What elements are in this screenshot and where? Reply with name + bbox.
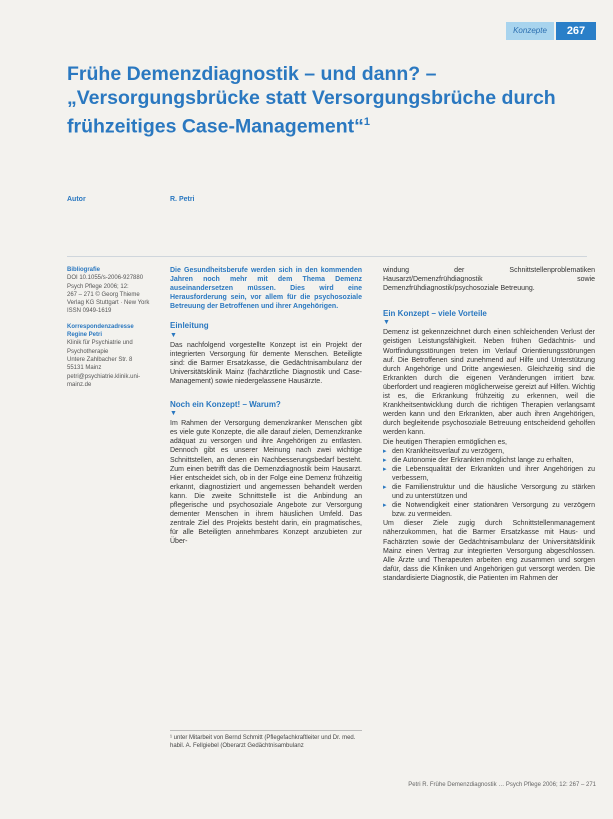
page-footer: Petri R. Frühe Demenzdiagnostik … Psych Pflege 2006; 12: 267 – 271 <box>408 782 596 788</box>
column-2 <box>383 266 595 583</box>
title-line-1: Frühe Demenzdiagnostik – und dann? – <box>67 63 437 85</box>
paragraph: Um dieser Ziele zugig durch Schnittstellenmanagement näherzukommen, hat die Barmer Ersatzkasse mit Haus- und Fachärzten sowie der Gedächtnisambulanz der Universitätsklinik Mainz einen Vertrag zur integrierten Versorgung abgeschlossen. Alle Ärzte und Therapeuten arbeiten eng zusammen und sorgen dafür, dass die Kliniken und Angehörigen gut versorgt werden. Die standardisierte Diagnostik, die Patienten im Rahmen der <box>383 520 595 582</box>
email-link-cont[interactable]: mainz.de <box>67 381 92 388</box>
section-heading-konzept: Ein Konzept – viele Vorteile <box>383 309 487 319</box>
footnote: ¹ unter Mitarbeit von Bernd Schmitt (Pflegefachkraftleiter und Dr. med. habil. A. Fellgiebel (Oberarzt Gedächtnisambulanz <box>170 730 362 750</box>
bib-line: DOI 10.1055/s-2006-927880 <box>67 275 144 282</box>
list-item: ▸ die Autonomie der Erkrankten möglichst lange zu erhalten, <box>383 456 595 465</box>
title-footnote-mark: 1 <box>363 116 371 128</box>
corr-line: Untere Zahlbacher Str. 8 <box>67 356 133 363</box>
list-item: ▸ die Notwendigkeit einer stationären Versorgung zu verzögern bzw. zu vermeiden. <box>383 501 595 519</box>
meta-sidebar <box>67 266 162 396</box>
triangle-down-icon: ▼ <box>170 410 177 418</box>
correspondence-name: Regine Petri <box>67 332 103 339</box>
divider <box>67 256 587 257</box>
paragraph: Das nachfolgend vorgestellte Konzept ist ein Projekt der integrierten Versorgung für demente Menschen. Beteiligte sind: die Barmer Ersatzkasse, die Gedächtnisambulanz der Universitätsklinik Mainz (fachärztliche Diagnostik und Case-Management) sowie niedergelassene Hausärzte. <box>170 341 362 385</box>
title-line-3: frühzeitiges Case-Management“ <box>67 115 364 138</box>
bullet-list <box>383 447 595 520</box>
correspondence-heading: Korrespondenzadresse <box>67 323 134 330</box>
paragraph: windung der Schnittstellenproblematiken Hausarzt/Demenzfrühdiagnostik sowie Demenzfrühdiagnostik/psychosoziale Betreuung. <box>383 267 595 293</box>
section-heading-warum: Noch ein Konzept! – Warum? <box>170 400 281 410</box>
article-title <box>67 62 587 139</box>
corr-line: Klinik für Psychiatrie und <box>67 340 133 347</box>
email-link[interactable]: petri@psychiatrie.klinik.uni- <box>67 373 141 380</box>
bib-line: 267 – 271 © Georg Thieme <box>67 291 140 298</box>
triangle-down-icon: ▼ <box>170 331 177 339</box>
bib-line: Psych Pflege 2006; 12: <box>67 283 129 290</box>
triangle-down-icon: ▼ <box>383 319 390 327</box>
section-label: Konzepte <box>506 22 554 40</box>
list-item: ▸ den Krankheitsverlauf zu verzögern, <box>383 447 595 456</box>
bibliography-heading: Bibliografie <box>67 267 101 273</box>
list-item: ▸ die Familienstruktur und die häusliche Versorgung zu stärken und zu unterstützen und <box>383 483 595 501</box>
author-label: Autor <box>67 196 86 203</box>
section-heading-einleitung: Einleitung <box>170 321 209 331</box>
page-number: 267 <box>556 22 596 40</box>
paragraph: Demenz ist gekennzeichnet durch einen schleichenden Verlust der geistigen Leistungsfähigkeit. Neben frühen Gedächtnis- und Wortfindungsstörungen treten im Verlauf Orientierungsstörungen auf. Die Betroffenen sind zunehmend auf Hilfe und Unterstützung durch Angehörige und Dritte angewiesen. Gleichzeitig sind die Erkrankten durch die eigenen Veränderungen irritiert bzw. überfordert und reagieren möglicherweise gereizt auf Hilfen. Wichtig ist es, die Erkrankung frühzeitig zu erkennen, weil die Krankheitsentwicklung durch die richtigen Therapien verlangsamt werden kann und den Erkrankten, aber auch ihren Angehörigen, durch begleitende psychosoziale Betreuung entscheidend geholfen werden kann. <box>383 329 595 437</box>
bib-line: ISSN 0949-1619 <box>67 308 112 315</box>
author-name: R. Petri <box>170 196 195 203</box>
list-intro: Die heutigen Therapien ermöglichen es, <box>383 438 508 446</box>
bib-line: Verlag KG Stuttgart · New York <box>67 300 150 307</box>
list-item: ▸ die Lebensqualität der Erkrankten und ihrer Angehörigen zu verbessern, <box>383 465 595 483</box>
corr-line: Psychotherapie <box>67 348 109 355</box>
abstract: Die Gesundheitsberufe werden sich in den kommenden Jahren noch mehr mit dem Thema Demenz auseinandersetzen müssen. Dies wird eine Herausforderung sein, vor allem für die psychosoziale Betreuung der Betroffenen und ihrer Angehörigen. <box>170 267 362 311</box>
column-1 <box>170 266 362 546</box>
paragraph: Im Rahmen der Versorgung demenzkranker Menschen gibt es viele gute Konzepte, die alle darauf zielen, Demenzkranke adäquat zu versorgen und ihre Angehörigen zu entlasten. Dennoch gibt es unserer Meinung nach zwei wichtige Schnittstellen, an denen ein Nachbesserungsbedarf besteht. Zum einen betrifft das die Demenzdiagnostik beim Hausarzt. Hier entscheidet sich, ob in der Folge eine Demenz frühzeitig erkannt, diagnostiziert und angemessen behandelt werden kann. Die zweite Schnittstelle ist die Anbindung an pflegerische und psychosoziale Angebote zur Versorgung dementer Menschen in ihrem häuslichen Umfeld. Das zentrale Ziel des Projekts besteht darin, ein pragmatisches, für alle Beteiligten annehmbares Konzept anzubieten zur Über- <box>170 420 362 546</box>
title-line-2: „Versorgungsbrücke statt Versorgungsbrüche durch <box>67 87 556 109</box>
corr-line: 55131 Mainz <box>67 365 102 372</box>
